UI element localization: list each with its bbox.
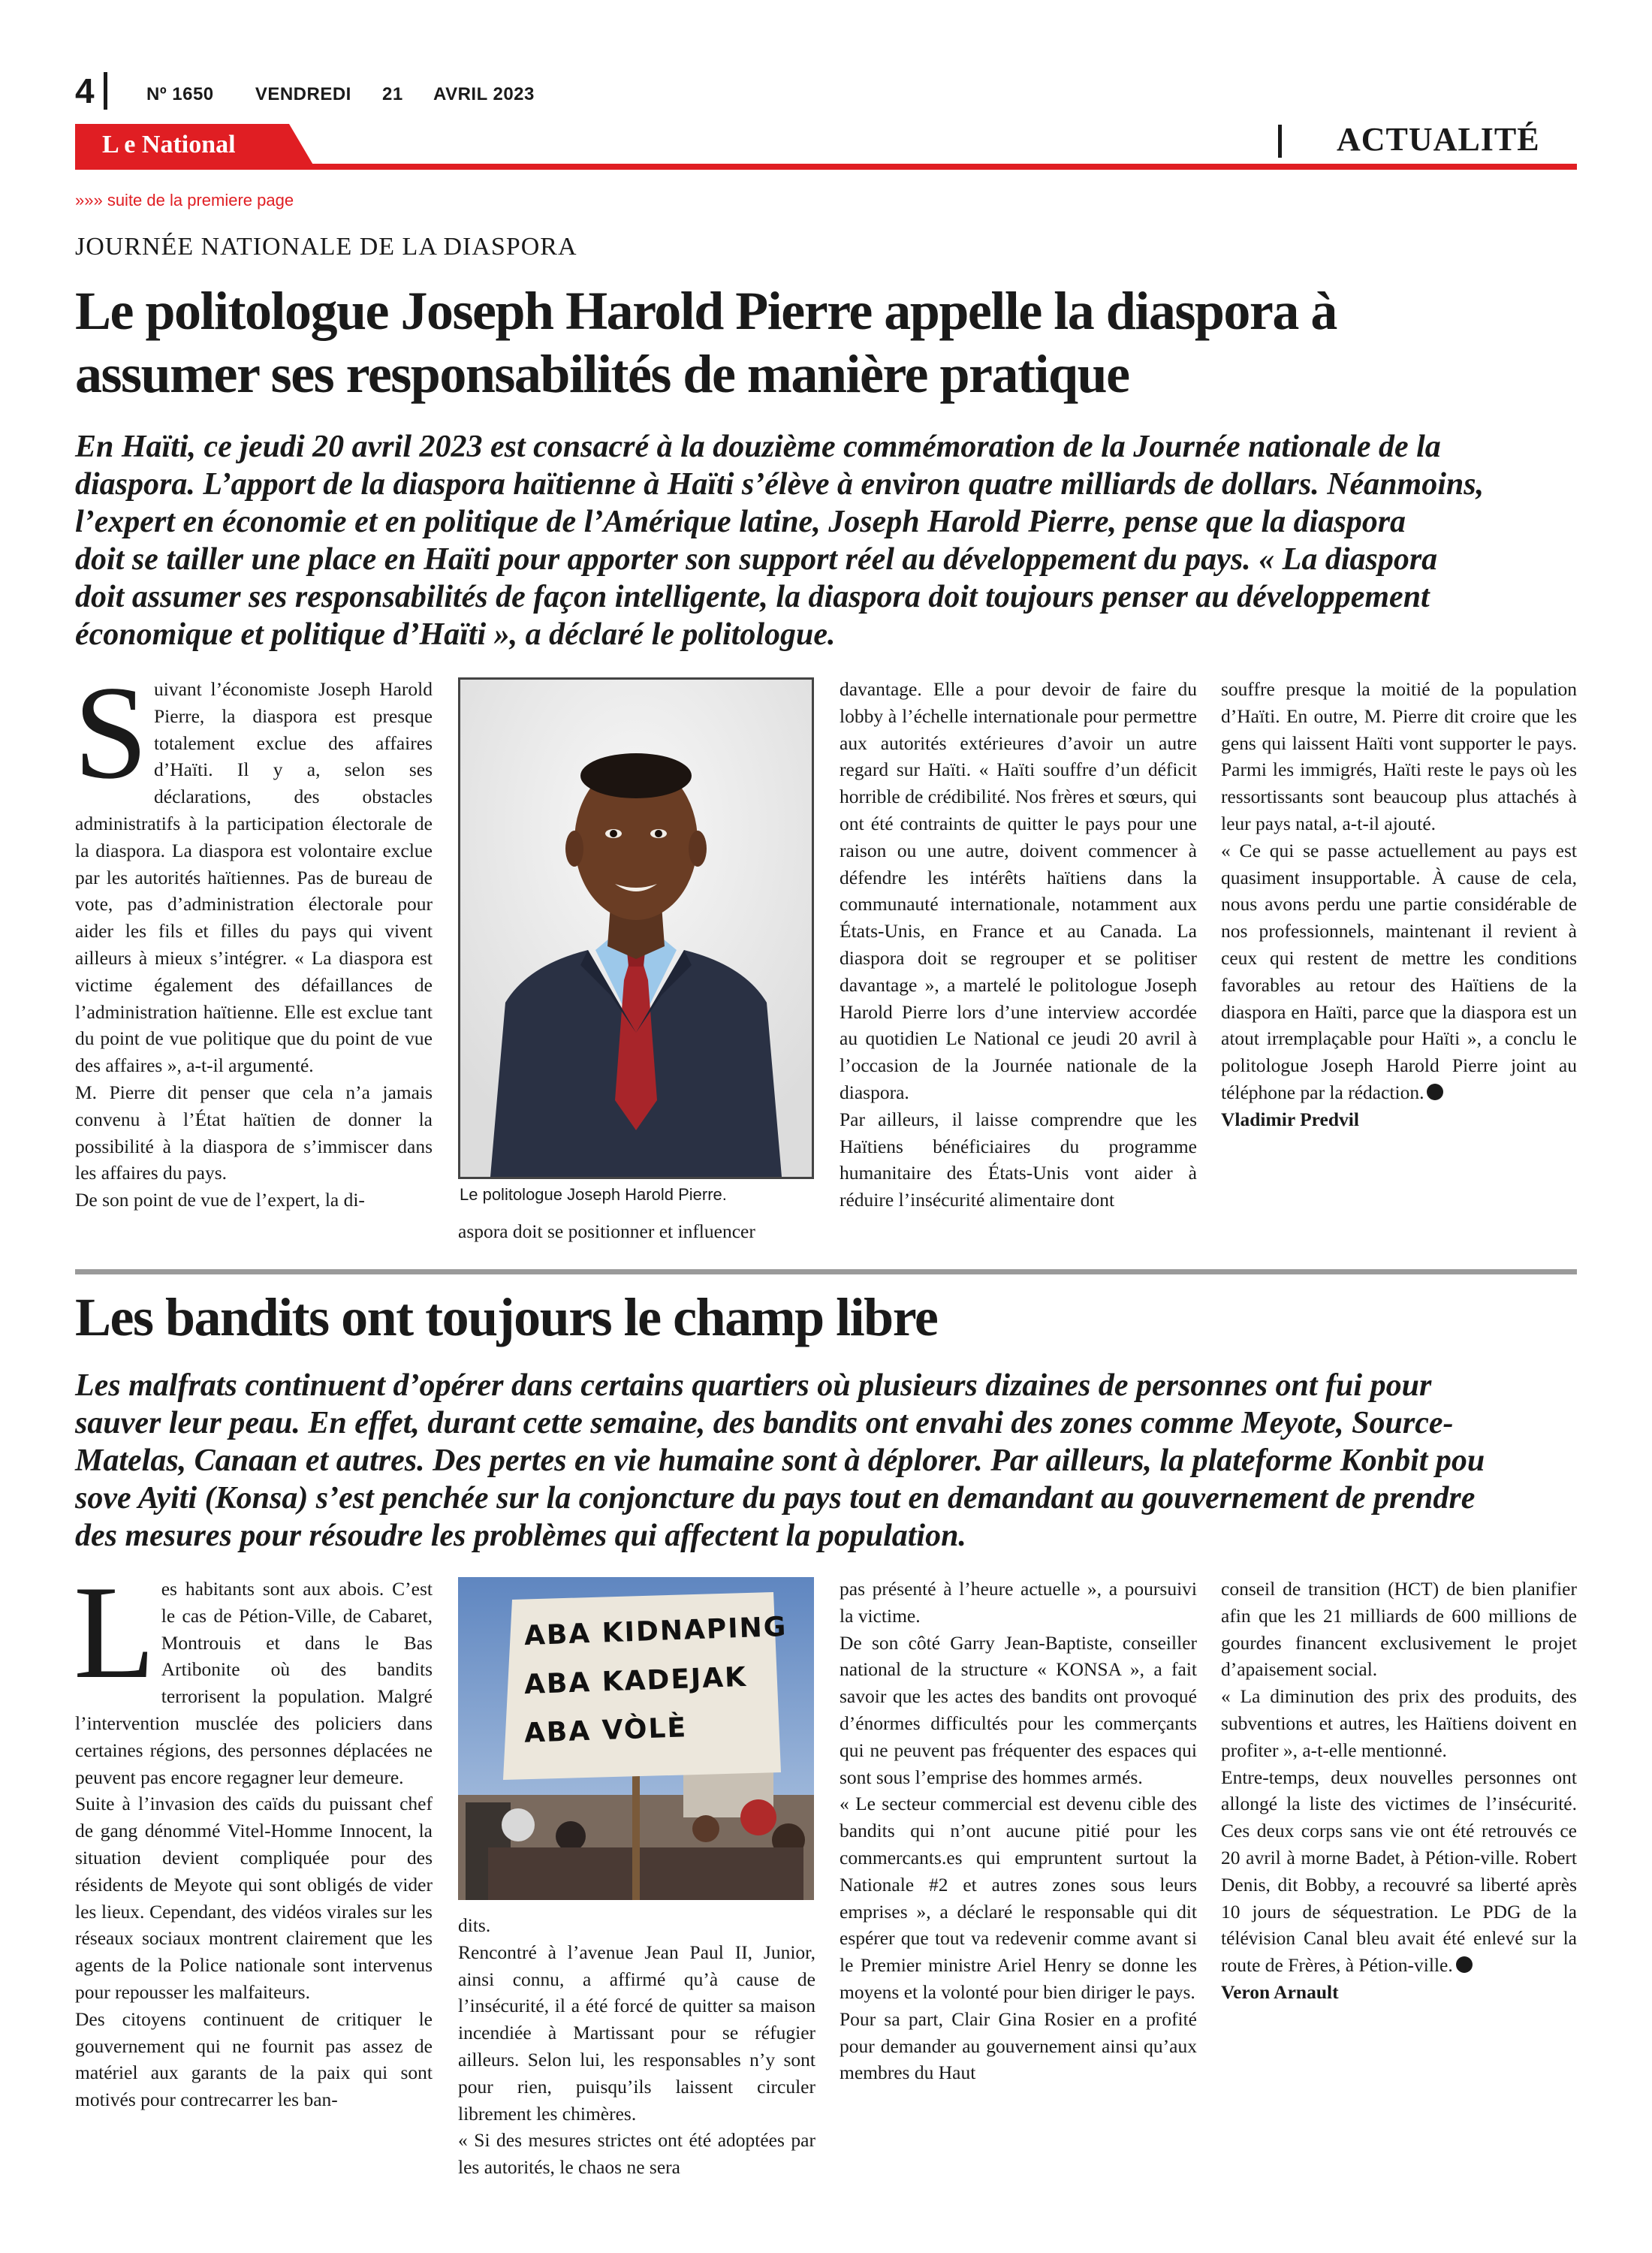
article2-lede: [75, 1367, 1577, 1555]
brand-name: L e National: [102, 131, 236, 158]
lede-line: doit se tailler une place en Haïti pour apporter son support réel au développement du pays. « La diaspora: [75, 542, 1438, 577]
lede-line: sove Ayiti (Konsa) s’est penchée sur la conjoncture du pays tout en demandant au gouvernement de prendre: [75, 1481, 1476, 1516]
article2-headline: Les bandits ont toujours le champ libre: [75, 1287, 938, 1347]
paragraph: De son côté Garry Jean-Baptiste, conseiller national de la structure « KONSA », a fait savoir que les actes des bandits ont provoqué d’énormes difficultés pour les commerçants qui ne peuvent pas fréquenter des espaces qui sont sous l’emprise des hommes armés.: [840, 1631, 1197, 1788]
paragraph: Des citoyens continuent de critiquer le gouvernement qui ne fournit pas assez de matériel aux garants de la paix qui sont motivés pour contrecarrer les ban-: [75, 2007, 433, 2111]
protest-sign-line: ABA KIDNAPING: [523, 1611, 788, 1652]
lede-line: diaspora. L’apport de la diaspora haïtienne à Haïti s’élève à environ quatre milliards de dollars. Néanmoins,: [75, 467, 1485, 502]
lede-line: économique et politique d’Haïti », a déclaré le politologue.: [75, 617, 836, 652]
portrait-illustration: [460, 680, 812, 1177]
issue-weekday: VENDREDI: [255, 84, 351, 104]
lede-line: Les malfrats continuent d’opérer dans certains quartiers où plusieurs dizaines de personnes ont fui pour: [75, 1368, 1432, 1403]
paragraph: « Si des mesures strictes ont été adoptées par les autorités, le chaos ne sera: [458, 2129, 815, 2179]
paragraph: M. Pierre dit penser que cela n’a jamais convenu à l’État haïtien de donner la possibilité à la diaspora de s’immiscer dans les affaires du pays.: [75, 1081, 433, 1184]
lede-line: l’expert en économie et en politique de l’Amérique latine, Joseph Harold Pierre, pense que la diaspora: [75, 505, 1406, 539]
article1-column-3: [840, 676, 1197, 1214]
paragraph: « La diminution des prix des produits, des subventions et autres, les Haïtiens doivent en profiter », a-t-elle mentionné.: [1221, 1685, 1577, 1761]
issue-info: [146, 84, 571, 105]
article2-column-4: [1221, 1576, 1577, 2006]
paragraph: De son point de vue de l’expert, la di-: [75, 1189, 365, 1211]
issue-number: Nº 1650: [146, 84, 214, 104]
article1-headline-line1: Le politologue Joseph Harold Pierre appelle la diaspora à: [75, 281, 1337, 341]
paragraph: conseil de transition (HCT) de bien planifier afin que les 21 milliards de 600 millions de gourdes financent exclusivement le projet d’apaisement social.: [1221, 1578, 1577, 1681]
issue-month-year: AVRIL 2023: [433, 84, 535, 104]
paragraph: aspora doit se positionner et influencer: [458, 1220, 755, 1242]
protest-sign-line: ABA VÒLÈ: [523, 1712, 688, 1749]
paragraph: souffre presque la moitié de la population d’Haïti. En outre, M. Pierre dit croire que les gens qui laissent Haïti vont supporter le pays. Parmi les immigrés, Haïti reste le pays où les ressortissants sont beaucoup plus attachés à leur pays natal, a-t-il ajouté.: [1221, 678, 1577, 834]
article1-kicker: JOURNÉE NATIONALE DE LA DIASPORA: [75, 233, 577, 261]
article1-column-2: [458, 1218, 815, 1245]
end-mark-icon: [1427, 1084, 1443, 1100]
end-mark-icon: [1456, 1956, 1473, 1973]
lede-line: En Haïti, ce jeudi 20 avril 2023 est consacré à la douzième commémoration de la Journée nationale de la: [75, 430, 1441, 464]
lede-line: sauver leur peau. En effet, durant cette semaine, des bandits ont envahi des zones comme Meyote, Source-: [75, 1406, 1454, 1440]
article1-column-4: [1221, 676, 1577, 1133]
protest-sign-line: ABA KADEJAK: [523, 1661, 748, 1701]
protest-photo: [458, 1577, 814, 1900]
paragraph: Rencontré à l’avenue Jean Paul II, Junior, ainsi connu, a affirmé qu’à cause de l’insécurité, il a été forcé de quitter sa maison incendiée à Martissant pour se réfugier ailleurs. Selon lui, les responsables n’y sont pour rien, puisqu’ils laissent circuler librement les chimères.: [458, 1941, 815, 2125]
drop-cap: S: [74, 658, 148, 807]
paragraph: Pour sa part, Clair Gina Rosier en a profité pour demander au gouvernement ainsi qu’aux membres du Haut: [840, 2007, 1197, 2084]
lede-line: des mesures pour résoudre les problèmes qui affectent la population.: [75, 1519, 966, 1553]
article1-headline-line2: assumer ses responsabilités de manière pratique: [75, 344, 1129, 404]
portrait-photo: [458, 677, 814, 1179]
article2-column-1: [74, 1558, 433, 2113]
paragraph: uivant l’économiste Joseph Harold Pierre, la diaspora est presque totalement exclue des affaires d’Haïti. Il y a, selon ses déclarations, des obstacles administratifs à la participation électorale de la diaspora. La diaspora est volontaire exclue par les autorités haïtiennes. Pas de bureau de vote, pas d’administration électorale pour aider les fils et filles du pays qui vivent ailleurs à mieux s’intégrer. « La diaspora est victime également des défaillances de l’administration haïtienne. Elle est exclue tant du point de vue politique que du point de vue des affaires », a-t-il argumenté.: [75, 678, 433, 1077]
continued-from-front-page: »»» suite de la premiere page: [75, 191, 294, 210]
page-number-divider: [104, 72, 107, 110]
page-number: 4: [75, 71, 95, 110]
byline: Vladimir Predvil: [1221, 1108, 1359, 1130]
photo-caption: Le politologue Joseph Harold Pierre.: [460, 1185, 727, 1204]
paragraph: Suite à l’invasion des caïds du puissant chef de gang dénommé Vitel-Homme Innocent, la situation devient compliquée pour des résidents de Meyote qui sont obligés de vider les lieux. Cependant, des vidéos virales sur les réseaux sociaux montrent clairement que les agents de la Police nationale sont intervenus pour repousser les malfaiteurs.: [75, 1793, 433, 2003]
paragraph: pas présenté à l’heure actuelle », a poursuivi la victime.: [840, 1578, 1197, 1627]
drop-cap: L: [74, 1558, 155, 1706]
article1-column-1: [74, 658, 433, 1214]
paragraph: davantage. Elle a pour devoir de faire du lobby à l’échelle internationale pour permettre aux autorités extérieures d’avoir un autre regard sur Haïti. « Haïti souffre d’un déficit horrible de crédibilité. Nos frères et sœurs, qui ont été contraints de quitter le pays pour une raison ou une autre, doivent commencer à défendre les intérêts haïtiens dans la communauté internationale, notamment aux États-Unis, en France et au Canada. La diaspora doit se regrouper et se politiser davantage », a martelé le politologue Joseph Harold Pierre lors d’une interview accordée au quotidien Le National ce jeudi 20 avril à l’occasion de la Journée nationale de la diaspora.: [840, 678, 1197, 1103]
paragraph: Entre-temps, deux nouvelles personnes ont allongé la liste des victimes de l’insécurité. Ces deux corps sans vie ont été retrouvés ce 20 avril à morne Badet, à Pétion-ville. Robert Denis, dit Bobby, a recouvré sa liberté après 10 jours de séquestration. Le PDG de la télévision Canal bleu avait été enlevé sur la route de Frères, à Pétion-ville.: [1221, 1766, 1577, 1977]
paragraph: es habitants sont aux abois. C’est le cas de Pétion-Ville, de Cabaret, Montrouis et dans le Bas Artibonite où des bandits terrorisent la population. Malgré l’intervention musclée des policiers dans certaines régions, des personnes déplacées ne peuvent pas encore regagner leur demeure.: [75, 1578, 433, 1788]
section-divider: [1278, 125, 1282, 158]
lede-line: Matelas, Canaan et autres. Des pertes en vie humaine sont à déplorer. Par ailleurs, la plateforme Konbit pou: [75, 1443, 1485, 1478]
paragraph: « Ce qui se passe actuellement au pays est quasiment insupportable. À cause de cela, nous avons perdu une partie considérable de nos professionnels, maintenant il revient à ceux qui restent de mettre les conditions favorables au retour des Haïtiens de la diaspora en Haïti, parce que la diaspora est un atout irremplaçable pour Haïti », a conclu le politologue Joseph Harold Pierre joint au téléphone par la rédaction.: [1221, 839, 1577, 1103]
article2-column-3: [840, 1576, 1197, 2086]
article-separator: [75, 1269, 1577, 1274]
issue-day: 21: [382, 84, 403, 104]
newspaper-brand: [75, 124, 315, 166]
byline: Veron Arnault: [1221, 1980, 1339, 2003]
paragraph: Par ailleurs, il laisse comprendre que les Haïtiens bénéficiaires du programme humanitaire des États-Unis vont aider à réduire l’insécurité alimentaire dont: [840, 1108, 1197, 1211]
header-red-rule: [75, 164, 1577, 170]
paragraph: « Le secteur commercial est devenu cible des bandits qui n’ont aucune pitié pour les commercants.es qui empruntent surtout la Nationale #2 et autres zones sous leurs emprises », a déclaré le responsable qui dit espérer que tout va redevenir comme avant si le Premier ministre Ariel Henry se donne les moyens et la volonté pour bien diriger le pays.: [840, 1793, 1197, 2003]
article2-column-2: [458, 1912, 815, 2181]
section-label: ACTUALITÉ: [1337, 121, 1540, 158]
article1-lede: [75, 428, 1577, 653]
paragraph: dits.: [458, 1914, 491, 1936]
lede-line: doit assumer ses responsabilités de façon intelligente, la diaspora doit toujours penser au développement: [75, 580, 1430, 614]
